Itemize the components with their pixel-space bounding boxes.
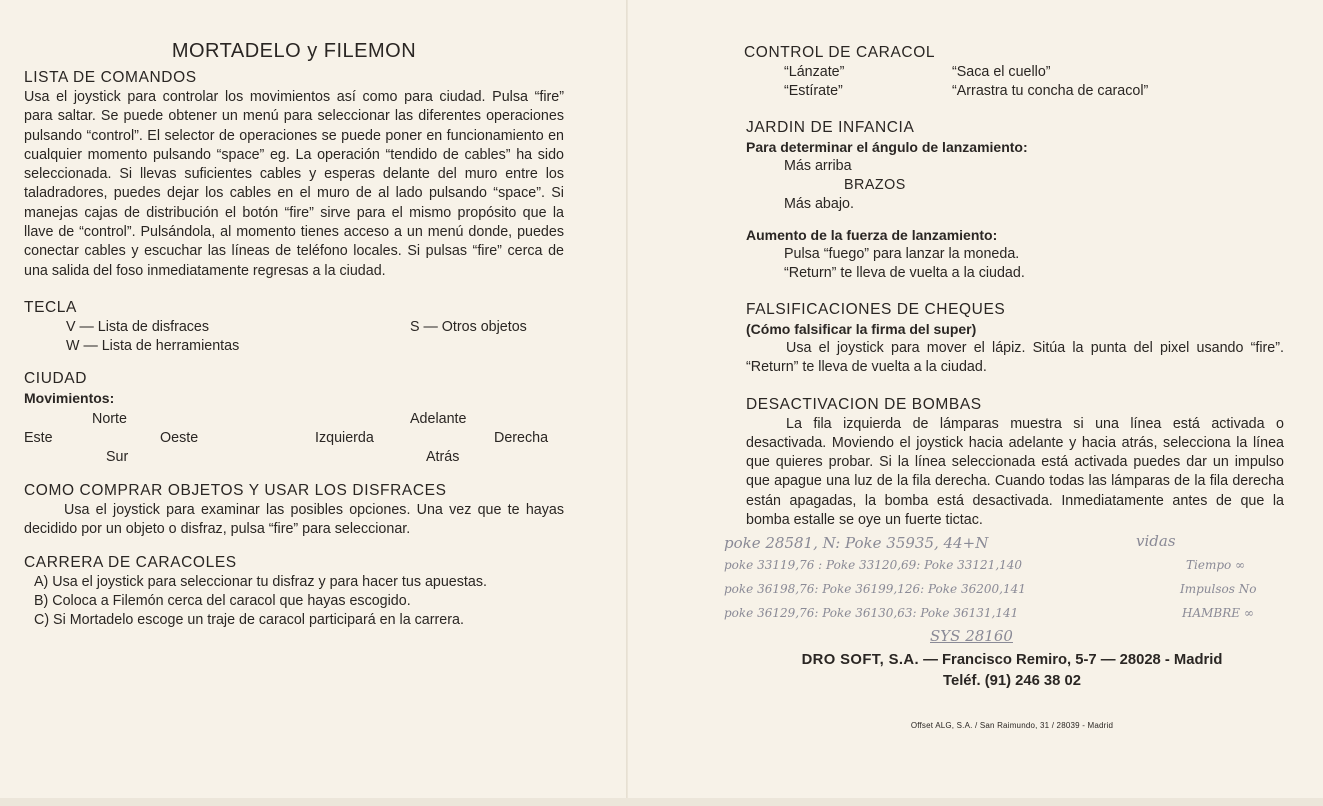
bombas-heading: DESACTIVACION DE BOMBAS [746, 395, 982, 413]
move-derecha: Derecha [494, 429, 549, 446]
comprar-body: Usa el joystick para examinar las posibles opciones. Una vez que te hayas decidido por un objeto o disfraz, pulsa “fire” para seleccionar. [24, 501, 564, 538]
handwritten-sys: SYS 28160 [930, 627, 1013, 646]
ciudad-subheading: Movimientos: [24, 389, 115, 406]
handwritten-line-2: poke 33119,76 : Poke 33120,69: Poke 33121,140 [724, 558, 1023, 573]
move-adelante: Adelante [410, 410, 467, 427]
move-sur: Sur [106, 448, 129, 465]
handwritten-note-2: Tiempo ∞ [1186, 558, 1246, 573]
move-este: Este [24, 429, 53, 446]
move-oeste: Oeste [160, 429, 199, 446]
printer-credit: Offset ALG, S.A. / San Raimundo, 31 / 28039 - Madrid [910, 721, 1114, 731]
handwritten-note-4: HAMBRE ∞ [1182, 606, 1254, 621]
move-norte: Norte [92, 410, 127, 427]
handwritten-line-3: poke 36198,76: Poke 36199,126: Poke 36200,141 [724, 582, 1026, 597]
move-atras: Atrás [426, 448, 460, 465]
page-title: MORTADELO y FILEMON [171, 40, 417, 62]
commands-body: Usa el joystick para controlar los movimientos así como para ciudad. Pulsa “fire” para saltar. Se puede obtener un menú para seleccionar las diferentes operaciones pulsando “control”. El selector de operaciones se puede poner en funcionamiento en cualquier momento pulsando “space” eg. La operación “tendido de cables” ha sido seleccionada. Si llevas suficientes cables y esperas delante del muro entre los taladradores, puedes dejar los cables en el muro de al lado pulsando “space”. Si manejas cajas de distribución el botón “fire” sirve para el mismo propósito que la llave de “control”. Pulsándola, al momento tienes acceso a un menú donde, puedes conectar cables y escuchar las líneas de teléfono locales. Si pulsas “fire” cerca de una salida del foso inmediatamente regresas a la ciudad. [24, 89, 564, 279]
quote-lanzate: “Lánzate” [784, 64, 845, 80]
handwritten-note-1: vidas [1136, 532, 1176, 551]
page-fold [626, 0, 628, 806]
handwritten-line-4: poke 36129,76: Poke 36130,63: Poke 36131,141 [724, 606, 1019, 621]
commands-heading: LISTA DE COMANDOS [24, 69, 197, 86]
jardin-line-2: “Return” te lleva de vuelta a la ciudad. [784, 265, 1025, 281]
jardin-sub-fuerza: Aumento de la fuerza de lanzamiento: [746, 227, 998, 243]
key-v: V — Lista de disfraces [66, 318, 210, 335]
paper-edge [0, 798, 1323, 806]
cheques-subheading: (Cómo falsificar la firma del super) [746, 321, 977, 337]
jardin-sub-angulo: Para determinar el ángulo de lanzamiento: [746, 139, 1028, 155]
cheques-heading: FALSIFICACIONES DE CHEQUES [746, 301, 1006, 318]
jardin-brazos: BRAZOS [844, 177, 906, 193]
ciudad-heading: CIUDAD [24, 369, 88, 387]
carrera-list [24, 573, 564, 631]
handwritten-line-1: poke 28581, N: Poke 35935, 44+N [724, 534, 989, 553]
quote-arrastra: “Arrastra tu concha de caracol” [952, 83, 1149, 99]
carrera-heading: CARRERA DE CARACOLES [24, 553, 237, 571]
publisher-address: — Francisco Remiro, 5-7 — 28028 - Madrid [923, 652, 1223, 669]
right-page [724, 42, 1284, 731]
jardin-abajo: Más abajo. [784, 196, 854, 212]
quote-saca: “Saca el cuello” [952, 64, 1051, 80]
caracol-heading: CONTROL DE CARACOL [744, 44, 936, 61]
publisher-name: DRO SOFT, S.A. [801, 652, 919, 669]
list-item: B) Coloca a Filemón cerca del caracol que hayas escogido. [34, 592, 411, 609]
publisher-phone: Teléf. (91) 246 38 02 [943, 673, 1081, 690]
key-s: S — Otros objetos [410, 318, 527, 335]
comprar-heading: COMO COMPRAR OBJETOS Y USAR LOS DISFRACES [24, 481, 447, 499]
movement-grid [24, 408, 564, 468]
tecla-heading: TECLA [24, 298, 77, 316]
tecla-row-2 [24, 337, 564, 356]
key-w: W — Lista de herramientas [66, 337, 240, 354]
cheques-body: Usa el joystick para mover el lápiz. Sitúa la punta del pixel usando “fire”. “Return” te lleva de vuelta a la ciudad. [746, 340, 1284, 376]
publisher-line [740, 650, 1284, 671]
left-page [24, 40, 564, 630]
list-item: C) Si Mortadelo escoge un traje de caracol participará en la carrera. [34, 612, 464, 629]
tecla-row-1 [24, 318, 564, 337]
list-item: A) Usa el joystick para seleccionar tu disfraz y para hacer tus apuestas. [34, 573, 487, 590]
move-izquierda: Izquierda [315, 429, 374, 446]
handwritten-note-3: Impulsos No [1180, 582, 1257, 597]
handwritten-pokes [724, 532, 1284, 650]
caracol-commands [746, 63, 1284, 101]
quote-estirate: “Estírate” [784, 83, 843, 99]
jardin-arriba: Más arriba [784, 158, 852, 174]
jardin-line-1: Pulsa “fuego” para lanzar la moneda. [784, 246, 1020, 262]
jardin-heading: JARDIN DE INFANCIA [746, 119, 915, 136]
bombas-body: La fila izquierda de lámparas muestra si una línea está activada o desactivada. Moviendo el joystick hacia adelante y hacia atrás, selecciona la línea que quieres probar. Si la línea seleccionada está activada puedes dar un impulso que apague una luz de la fila derecha. Cuando todas las lámparas de la fila derecha están apagadas, la bomba está desactivada. Inmediatamente antes de que la bomba estalle se oye un fuerte tictac. [746, 415, 1284, 529]
